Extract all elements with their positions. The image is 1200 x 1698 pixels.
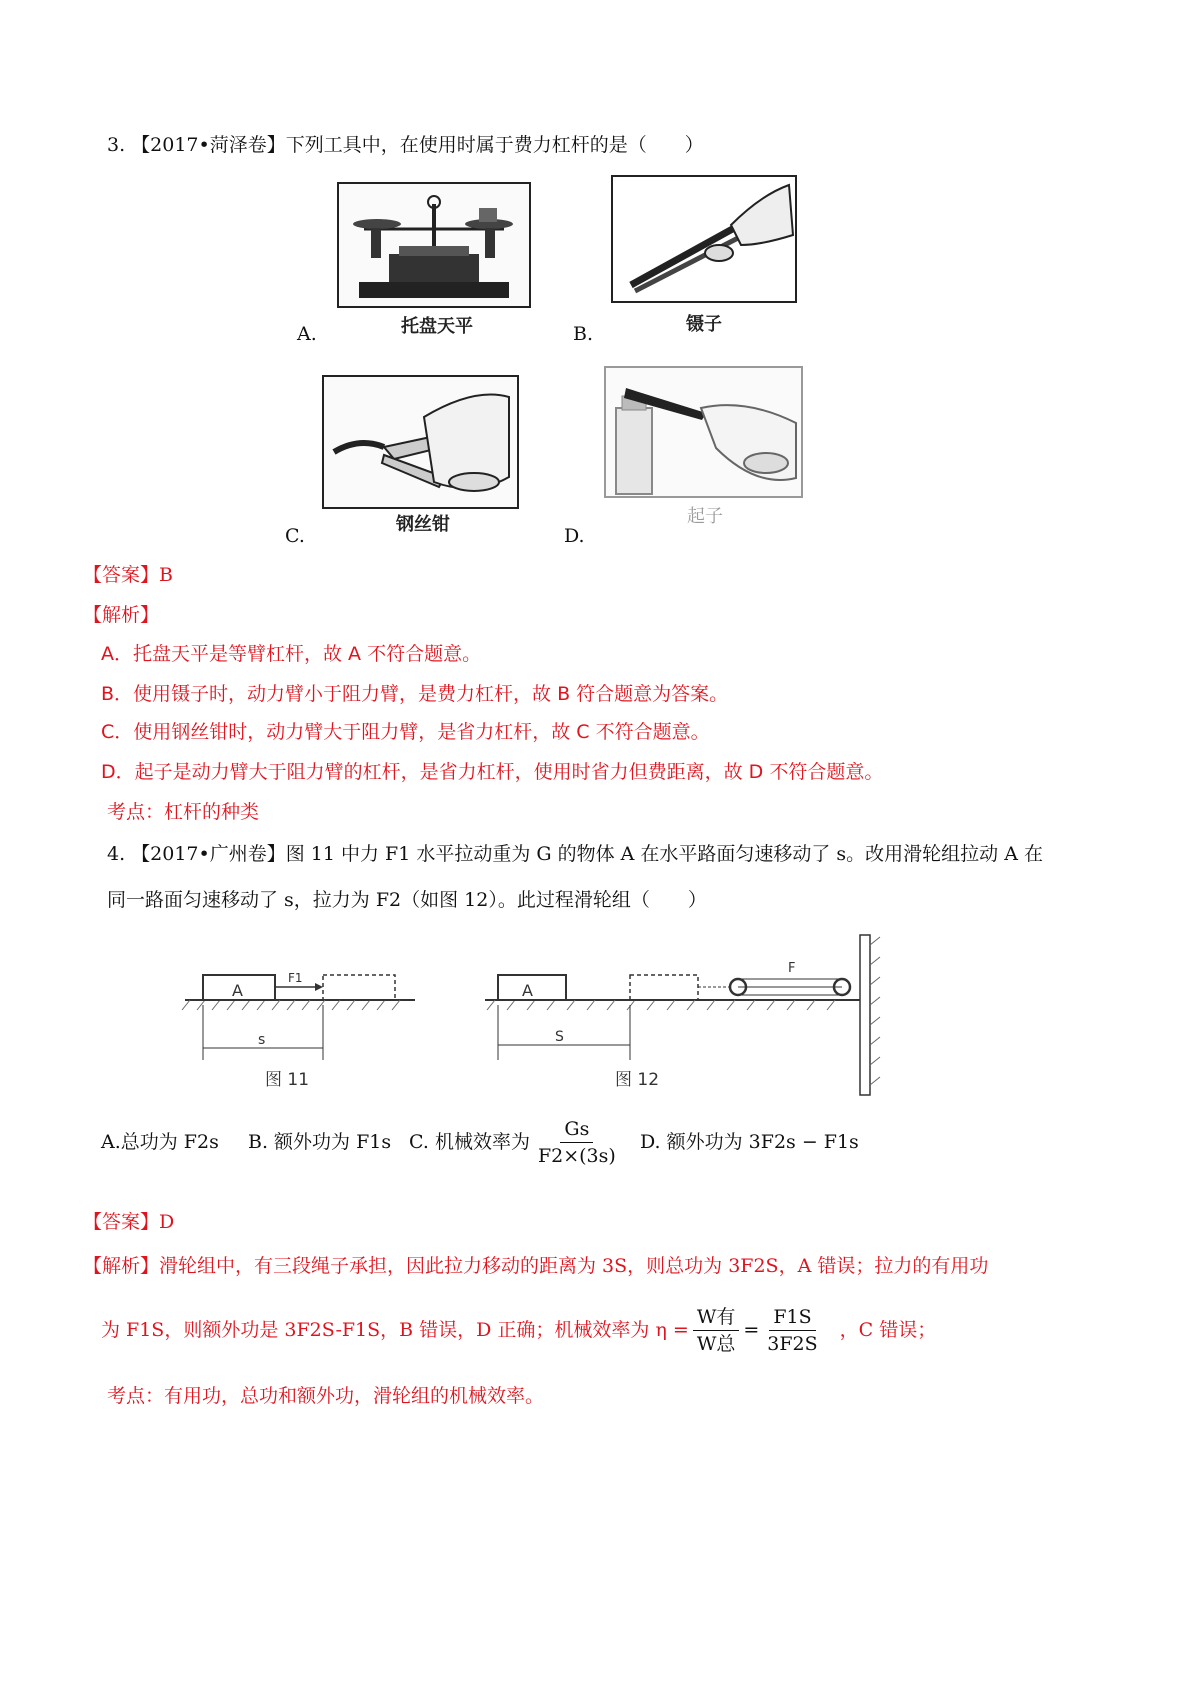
eta-num-2: F1S [769, 1306, 815, 1331]
opener-image [604, 366, 803, 498]
fig12-block-label: A [522, 981, 533, 1000]
q4-option-c-prefix: C. 机械效率为 [409, 1131, 530, 1153]
tweezers-drawing [611, 175, 797, 303]
fig11-caption: 图 11 [265, 1070, 310, 1090]
q4-answer-value: D [159, 1211, 175, 1233]
q4-option-d: D. 额外功为 3F2s − F1s [640, 1131, 859, 1153]
q3-stem: 3. 【2017•菏泽卷】下列工具中，在使用时属于费力杠杆的是（ ） [107, 134, 704, 156]
q4-stem-line1: 4. 【2017•广州卷】图 11 中力 F1 水平拉动重为 G 的物体 A 在水平路面匀速移动了 s。改用滑轮组拉动 A 在 [107, 843, 1043, 865]
q4-answer-tag: 【答案】 [83, 1211, 160, 1233]
q4-option-c-den: F2×(3s) [537, 1144, 616, 1167]
q4-answer [83, 1210, 174, 1234]
q4-analysis-text2: 为 F1S，则额外功是 3F2S-F1S，B 错误，D 正确；机械效率为 η = [101, 1319, 689, 1341]
figure-12 [480, 930, 900, 1100]
q4-analysis-line2: 为 F1S，则额外功是 3F2S-F1S，B 错误，D 正确；机械效率为 η = $\frac{\text{W有}}{\text{W总}}$ = $\frac{F1S}{3F2S}$ ，C 错误； [101, 1305, 937, 1355]
option-c-letter: C. [285, 525, 305, 547]
pliers-drawing [324, 377, 517, 507]
eta-den-1: W总 [696, 1332, 736, 1355]
q4-analysis-tag: 【解析】 [83, 1255, 160, 1277]
q3-analysis-tag: 【解析】 [83, 604, 160, 626]
fig12-force-label: F [788, 961, 796, 976]
opener-drawing [606, 368, 801, 496]
figure-11-drawing [180, 960, 420, 1100]
option-b-letter: B. [573, 323, 594, 345]
eta-fraction-2 [763, 1306, 821, 1355]
q3-kaodian: 考点：杠杆的种类 [107, 801, 260, 823]
q4-option-c-fraction [534, 1118, 620, 1167]
q3-answer [83, 563, 173, 587]
q4-option-a: A.总功为 F2s [101, 1131, 219, 1153]
option-d-letter: D. [564, 525, 585, 547]
pliers-caption: 钢丝钳 [396, 514, 450, 535]
q4-stem-line2: 同一路面匀速移动了 s，拉力为 F2（如图 12）。此过程滑轮组（ ） [107, 889, 707, 911]
q4-analysis-line1 [83, 1254, 988, 1278]
q3-analysis-line-b: B．使用镊子时，动力臂小于阻力臂，是费力杠杆，故 B 符合题意为答案。 [101, 683, 729, 705]
tweezers-caption: 镊子 [686, 314, 722, 335]
tweezers-image [611, 175, 797, 303]
figure-11 [180, 960, 420, 1100]
pliers-image [322, 375, 519, 509]
q4-option-b: B. 额外功为 F1s [248, 1131, 392, 1153]
balance-caption: 托盘天平 [401, 316, 473, 337]
q4-analysis-text1: 滑轮组中，有三段绳子承担，因此拉力移动的距离为 3S，则总功为 3F2S，A 错误；拉力的有用功 [159, 1255, 989, 1277]
q3-analysis-line-a: A．托盘天平是等臂杠杆，故 A 不符合题意。 [101, 643, 482, 665]
opener-caption: 起子 [687, 506, 723, 527]
fig11-force-label: F1 [288, 971, 303, 985]
q3-analysis-line-c: C．使用钢丝钳时，动力臂大于阻力臂，是省力杠杆，故 C 不符合题意。 [101, 721, 710, 743]
balance-image [337, 182, 531, 308]
q4-analysis-text2-suffix: ，C 错误； [839, 1319, 937, 1341]
fig11-dist-label: s [258, 1032, 266, 1048]
eta-fraction-1 [693, 1306, 740, 1355]
fig11-block-label: A [232, 981, 243, 1000]
eta-num-1: W有 [693, 1306, 740, 1331]
q4-option-c [409, 1116, 624, 1168]
option-a-letter: A. [297, 323, 317, 345]
fig12-caption: 图 12 [615, 1070, 660, 1090]
q4-kaodian: 考点：有用功，总功和额外功，滑轮组的机械效率。 [107, 1385, 545, 1407]
q3-analysis-line-d: D．起子是动力臂大于阻力臂的杠杆，是省力杠杆，使用时省力但费距离，故 D 不符合题意。 [101, 761, 884, 783]
q3-answer-tag: 【答案】 [83, 564, 160, 586]
figure-12-drawing [480, 930, 900, 1100]
q3-answer-value: B [159, 564, 173, 586]
fig12-dist-label: S [555, 1029, 564, 1045]
balance-drawing [339, 184, 529, 306]
eta-den-2: 3F2S [767, 1332, 818, 1355]
q4-option-c-num: Gs [560, 1118, 593, 1143]
